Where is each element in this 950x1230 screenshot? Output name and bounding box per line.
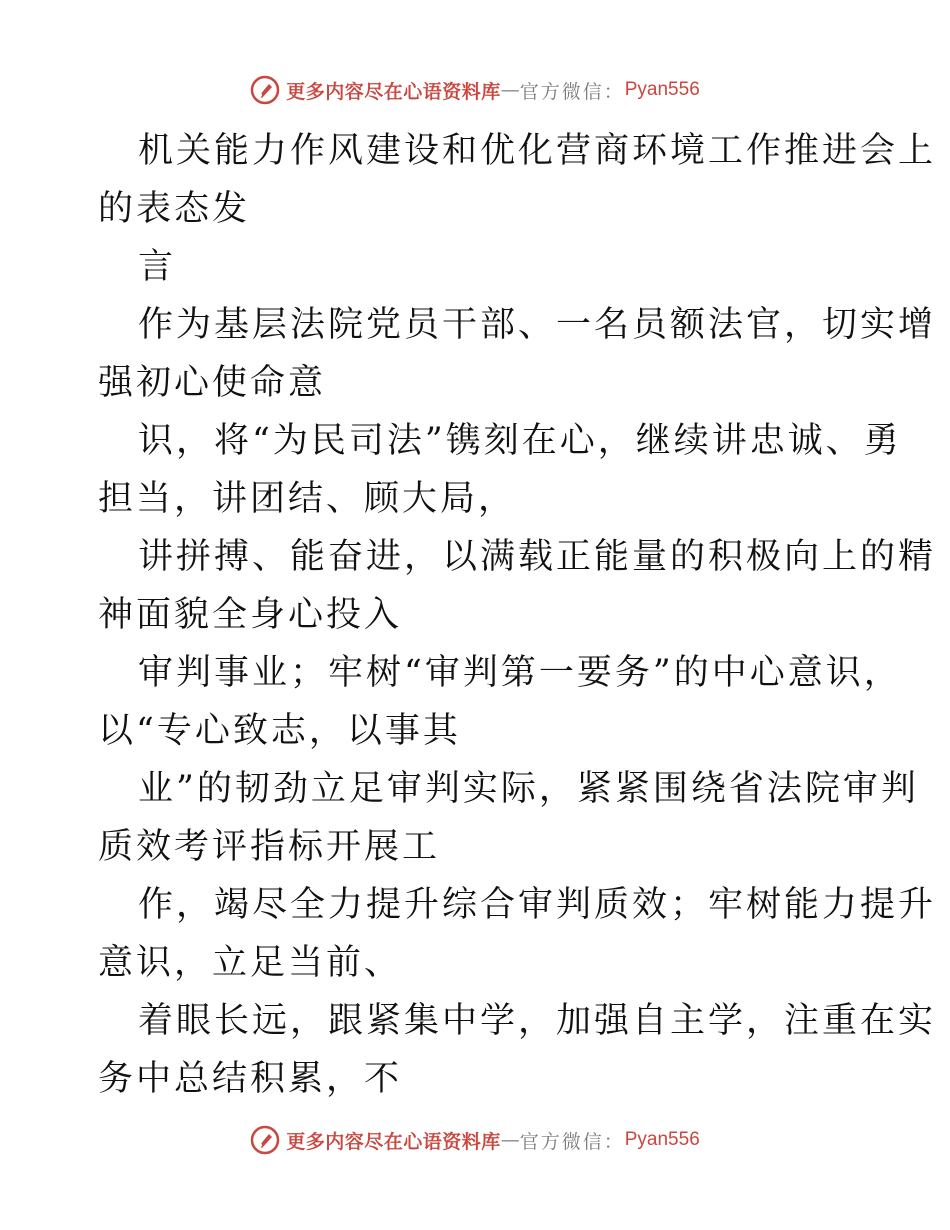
body-line: 作为基层法院党员干部、一名员额法官，切实增 (138, 305, 937, 345)
pen-nib-icon (250, 75, 280, 105)
watermark-dash: — (500, 79, 520, 101)
body-line: 识，将“为民司法”镌刻在心，继续讲忠诚、勇 (138, 421, 902, 461)
body-line: 机关能力作风建设和优化营商环境工作推进会上 (138, 131, 937, 171)
body-line: 神面貌全身心投入 (98, 595, 403, 635)
body-line: 作，竭尽全力提升综合审判质效；牢树能力提升 (138, 885, 937, 925)
watermark-wechat-label: 官方微信： (519, 1130, 625, 1153)
body-line: 着眼长远，跟紧集中学，加强自主学，注重在实 (138, 1001, 937, 1041)
watermark-main-text: 更多内容尽在心语资料库 (286, 1130, 501, 1153)
body-line: 的表态发 (98, 189, 251, 229)
watermark-wechat-label: 官方微信： (519, 80, 625, 103)
body-line: 言 (138, 247, 177, 287)
header-watermark (0, 70, 950, 110)
body-line: 讲拼搏、能奋进，以满载正能量的积极向上的精 (138, 537, 937, 577)
body-line: 质效考评指标开展工 (98, 827, 441, 867)
watermark-dash: — (500, 1129, 520, 1151)
body-line: 意识，立足当前、 (98, 943, 403, 983)
body-line: 以“专心致志，以事其 (98, 711, 461, 751)
watermark-main-text: 更多内容尽在心语资料库 (286, 80, 501, 103)
body-line: 务中总结积累，不 (98, 1059, 403, 1099)
body-line: 业”的韧劲立足审判实际，紧紧围绕省法院审判 (138, 769, 919, 809)
watermark-wechat-id: Pyan556 (624, 79, 700, 100)
footer-watermark (0, 1120, 950, 1160)
pen-nib-icon (250, 1125, 280, 1155)
body-line: 审判事业；牢树“审判第一要务”的中心意识， (138, 653, 902, 693)
body-line: 担当，讲团结、顾大局， (98, 479, 517, 519)
body-line: 强初心使命意 (98, 363, 327, 403)
document-body (98, 122, 937, 1108)
watermark-wechat-id: Pyan556 (624, 1129, 700, 1150)
